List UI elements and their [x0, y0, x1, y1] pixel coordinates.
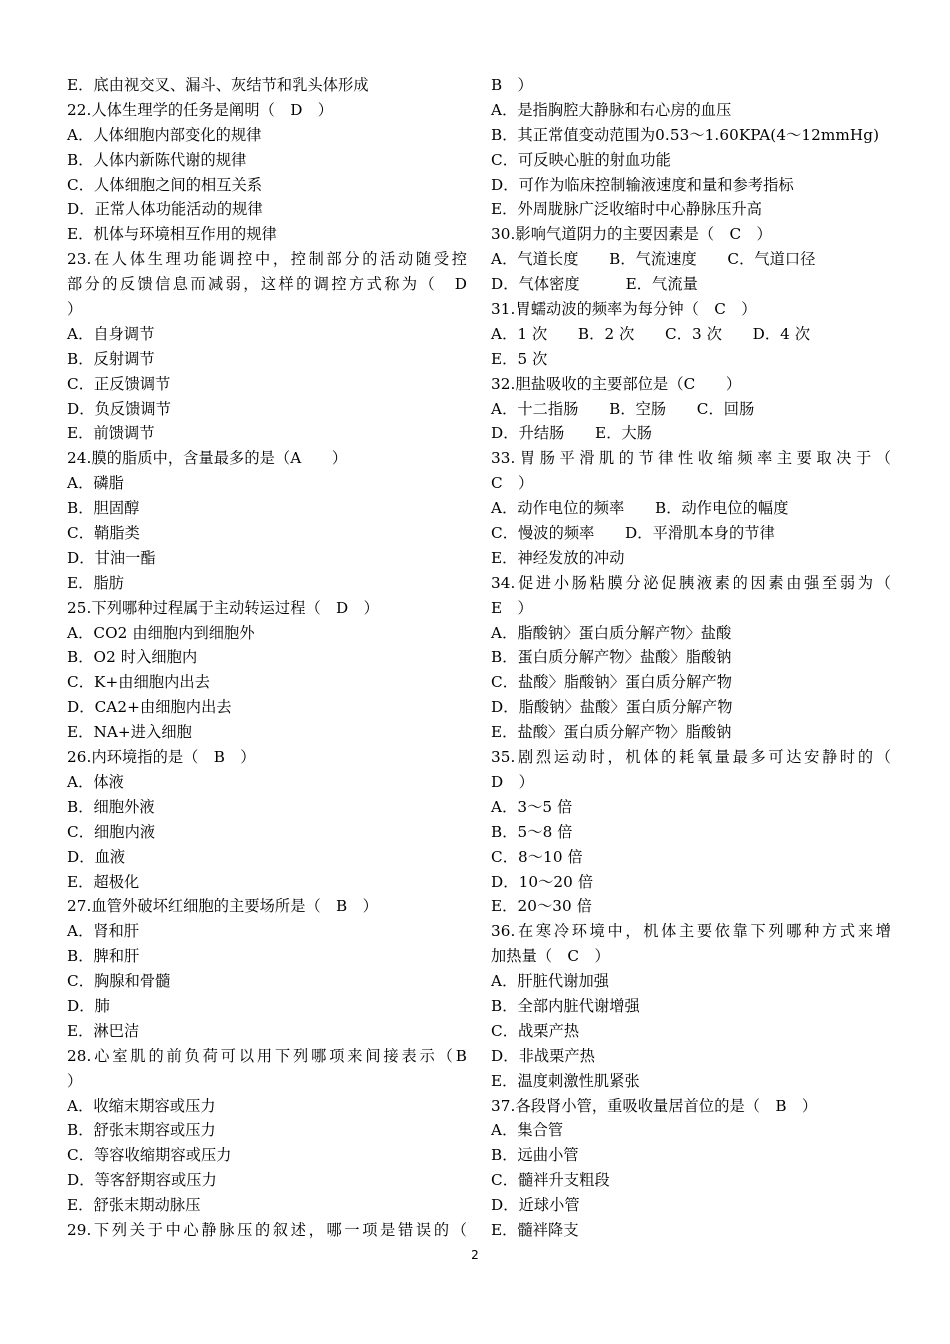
- text-line: ）: [67, 1071, 83, 1090]
- text-line: A．磷脂: [67, 474, 124, 493]
- text-line: D．脂酸钠〉盐酸〉蛋白质分解产物: [491, 698, 733, 717]
- text-line: ）: [67, 300, 83, 319]
- text-line: A．3～5 倍: [491, 797, 573, 816]
- text-line: E．髓袢降支: [491, 1220, 579, 1239]
- text-line: C．8～10 倍: [491, 847, 583, 866]
- text-line: D．气体密度 E．气流量: [491, 275, 698, 294]
- text-line: 34.促进小肠粘膜分泌促胰液素的因素由强至弱为（: [491, 573, 891, 592]
- text-line: E．5 次: [491, 349, 548, 368]
- text-line: B．全部内脏代谢增强: [491, 996, 640, 1015]
- text-line: C．正反馈调节: [67, 374, 171, 393]
- text-line: B ）: [491, 76, 533, 94]
- text-line: A．气道长度 B．气流速度 C．气道口径: [491, 250, 816, 269]
- text-line: 27.血管外破坏红细胞的主要场所是（ B ）: [67, 897, 378, 916]
- text-line: A．人体细胞内部变化的规律: [67, 125, 262, 144]
- text-line: B．蛋白质分解产物〉盐酸〉脂酸钠: [491, 648, 732, 667]
- text-line: 24.膜的脂质中，含量最多的是（A ）: [67, 449, 348, 468]
- text-line: D．非战栗产热: [491, 1046, 596, 1065]
- text-line: D．负反馈调节: [67, 399, 172, 418]
- text-line: E．前馈调节: [67, 424, 155, 443]
- text-line: B．5～8 倍: [491, 822, 573, 841]
- text-line: 35.剧烈运动时，机体的耗氧量最多可达安静时的（: [491, 748, 891, 767]
- text-line: B．胆固醇: [67, 499, 140, 518]
- text-line: C．胸腺和骨髓: [67, 972, 171, 991]
- text-line: 30.影响气道阴力的主要因素是（ C ）: [491, 225, 772, 244]
- text-line: C．细胞内液: [67, 822, 156, 841]
- text-line: B．细胞外液: [67, 797, 155, 816]
- text-line: C．K+由细胞内出去: [67, 673, 211, 692]
- text-line: C．盐酸〉脂酸钠〉蛋白质分解产物: [491, 673, 733, 692]
- text-line: E．舒张末期动脉压: [67, 1196, 201, 1215]
- text-line: C．髓袢升支粗段: [491, 1171, 610, 1190]
- text-line: E．淋巴洁: [67, 1021, 140, 1040]
- text-line: A．1 次 B．2 次 C．3 次 D．4 次: [491, 324, 811, 343]
- text-line: 32.胆盐吸收的主要部位是（C ）: [491, 374, 742, 393]
- text-line: B．远曲小管: [491, 1146, 579, 1165]
- text-line: D．正常人体功能活动的规律: [67, 200, 263, 219]
- text-line: E．脂肪: [67, 573, 125, 592]
- text-line: B．舒张末期容或压力: [67, 1121, 216, 1140]
- text-line: 加热量（ C ）: [491, 947, 610, 966]
- text-line: C．人体细胞之间的相互关系: [67, 175, 263, 194]
- text-line: B．人体内新陈代谢的规律: [67, 150, 247, 169]
- text-line: 28.心室肌的前负荷可以用下列哪项来间接表示（B: [67, 1046, 467, 1065]
- text-line: D．CA2+由细胞内出去: [67, 698, 232, 717]
- text-line: E．外周胧脉广泛收缩时中心静脉压升高: [491, 200, 763, 219]
- text-line: D．升结肠 E．大肠: [491, 424, 653, 443]
- text-line: B．其正常值变动范围为0.53～1.60KPA(4～12mmHg): [491, 125, 880, 144]
- text-line: C．慢波的频率 D．平滑肌本身的节律: [491, 524, 775, 543]
- text-line: A．脂酸钠〉蛋白质分解产物〉盐酸: [491, 623, 732, 642]
- text-line: E．机体与环境相互作用的规律: [67, 225, 277, 244]
- text-line: D．可作为临床控制输液速度和量和参考指标: [491, 175, 794, 194]
- text-line: E．温度刺激性肌紧张: [491, 1071, 640, 1090]
- text-line: D．近球小管: [491, 1196, 580, 1215]
- text-line: C．可反映心脏的射血功能: [491, 150, 671, 169]
- text-line: C．鞘脂类: [67, 524, 140, 543]
- text-line: C．等容收缩期容或压力: [67, 1146, 232, 1165]
- text-line: E．NA+进入细胞: [67, 723, 192, 742]
- text-line: A．是指胸腔大静脉和右心房的血压: [491, 100, 732, 119]
- text-line: B．反射调节: [67, 349, 155, 368]
- text-line: 25.下列哪种过程属于主动转运过程（ D ）: [67, 598, 379, 617]
- text-line: D．等客舒期容或压力: [67, 1171, 217, 1190]
- page-number: 2: [471, 1248, 479, 1262]
- text-line: A．体液: [67, 772, 124, 791]
- text-line: E．超极化: [67, 872, 140, 891]
- text-line: B．O2 时入细胞内: [67, 648, 198, 667]
- text-line: 37.各段肾小管，重吸收量居首位的是（ B ）: [491, 1096, 818, 1115]
- text-line: E．底由视交叉、漏斗、灰结节和乳头体形成: [67, 76, 369, 94]
- text-line: C ）: [491, 474, 534, 493]
- text-line: D ）: [491, 772, 534, 791]
- text-line: A．肾和肝: [67, 922, 140, 941]
- text-line: A．CO2 由细胞内到细胞外: [67, 623, 255, 642]
- text-line: A．动作电位的频率 B．动作电位的幅度: [491, 499, 789, 518]
- text-line: D．肺: [67, 996, 110, 1015]
- text-line: E ）: [491, 598, 533, 617]
- text-line: 36.在寒冷环境中，机体主要依靠下列哪种方式来增: [491, 922, 891, 941]
- text-line: D．甘油一酯: [67, 548, 156, 567]
- text-line: 29.下列关于中心静脉压的叙述，哪一项是错误的（: [67, 1220, 467, 1239]
- text-line: 22.人体生理学的任务是阐明（ D ）: [67, 100, 334, 119]
- text-line: D．10～20 倍: [491, 872, 594, 891]
- text-line: D．血液: [67, 847, 126, 866]
- text-line: A．自身调节: [67, 324, 155, 343]
- text-line: 23.在人体生理功能调控中，控制部分的活动随受控: [67, 250, 467, 269]
- text-line: E．神经发放的冲动: [491, 548, 625, 567]
- right-column: [491, 73, 891, 1243]
- text-line: 部分的反馈信息而减弱，这样的调控方式称为（ D: [67, 275, 467, 294]
- text-line: A．十二指肠 B．空肠 C．回肠: [491, 399, 755, 418]
- text-line: B．脾和肝: [67, 947, 140, 966]
- text-line: A．集合管: [491, 1121, 564, 1140]
- text-line: A．肝脏代谢加强: [491, 972, 610, 991]
- text-line: 33.胃肠平滑肌的节律性收缩频率主要取决于（: [491, 449, 891, 468]
- text-line: C．战栗产热: [491, 1021, 580, 1040]
- text-line: 31.胃蠕动波的频率为每分钟（ C ）: [491, 300, 757, 319]
- text-line: E．盐酸〉蛋白质分解产物〉脂酸钠: [491, 723, 732, 742]
- text-line: E．20～30 倍: [491, 897, 593, 916]
- text-line: A．收缩末期容或压力: [67, 1096, 216, 1115]
- left-column: [67, 73, 467, 1243]
- text-line: 26.内环境指的是（ B ）: [67, 748, 256, 767]
